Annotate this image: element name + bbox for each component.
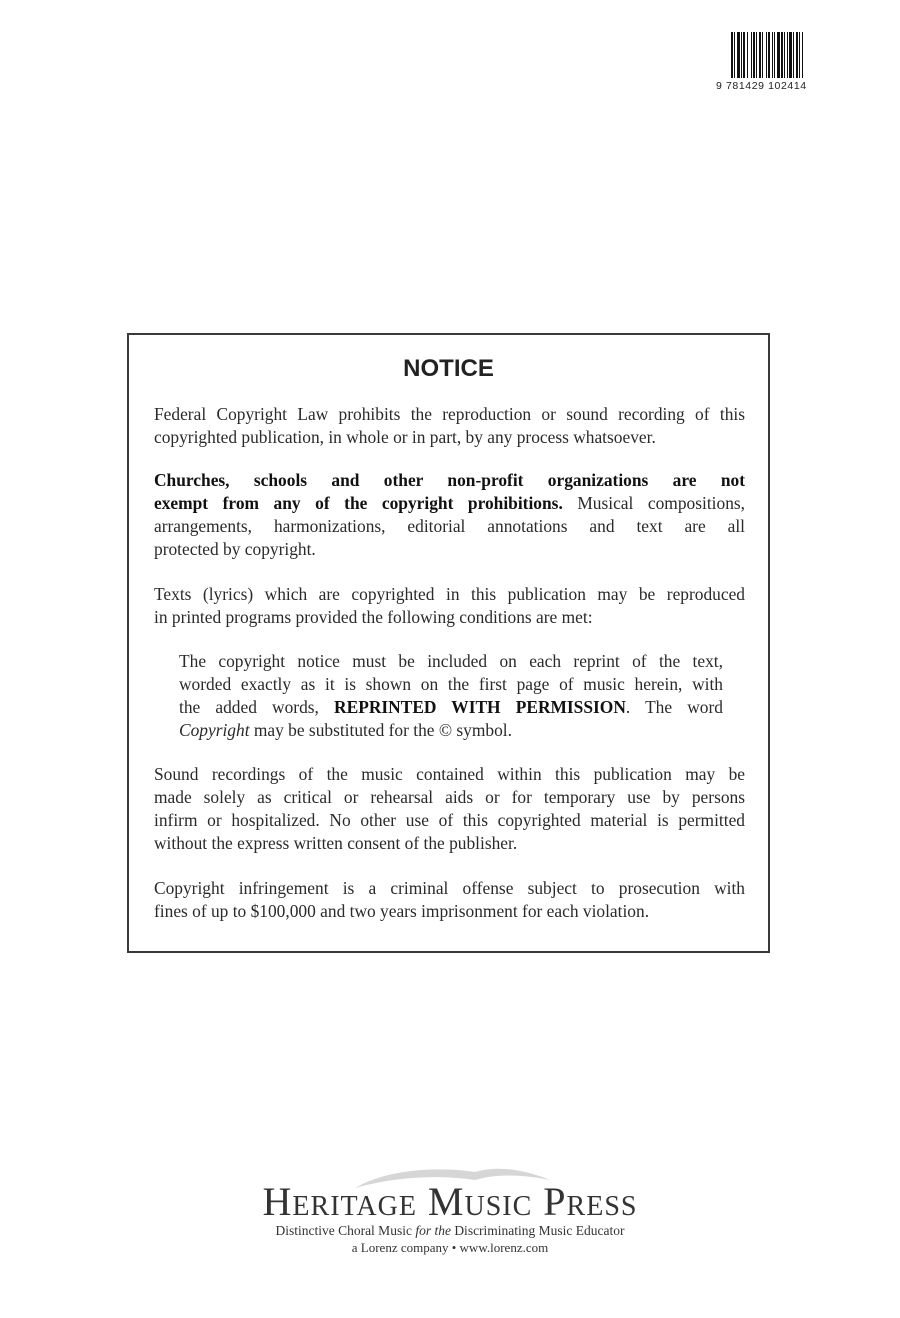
text-line xyxy=(179,719,723,742)
text-line: Texts (lyrics) which are copyrighted in this publication may be reproduced xyxy=(154,584,745,604)
text-line: The copyright notice must be included on each reprint of the text, xyxy=(179,651,723,671)
text-line xyxy=(154,492,745,515)
italic-text: for the xyxy=(415,1223,451,1238)
text-line: Copyright infringement is a criminal offense subject to prosecution with xyxy=(154,878,745,898)
bold-text: exempt from any of the copyright prohibitions. xyxy=(154,493,563,513)
notice-paragraph-federal-law xyxy=(154,403,745,449)
text-run: Distinctive Choral Music xyxy=(275,1223,416,1238)
notice-paragraph-texts xyxy=(154,583,745,629)
publisher-tagline xyxy=(0,1223,900,1239)
text-line: Sound recordings of the music contained within this publication may be xyxy=(154,764,745,784)
text-run: Musical compositions, xyxy=(562,493,745,513)
text-line xyxy=(154,469,745,492)
publisher-company-line: a Lorenz company • www.lorenz.com xyxy=(351,1240,549,1255)
notice-paragraph-conditions xyxy=(179,650,723,742)
publisher-name: Heritage Music Press xyxy=(262,1179,638,1224)
text-line: in printed programs provided the following conditions are met: xyxy=(154,607,593,627)
bold-text: REPRINTED WITH PERMISSION xyxy=(334,697,626,717)
text-line xyxy=(179,696,723,719)
text-run: may be substituted for the © symbol. xyxy=(249,720,512,740)
notice-paragraph-exemptions xyxy=(154,469,745,561)
text-line: copyrighted publication, in whole or in part, by any process whatsoever. xyxy=(154,427,656,447)
notice-box xyxy=(127,333,770,953)
italic-text: Copyright xyxy=(179,720,250,740)
text-line: worded exactly as it is shown on the first page of music herein, with xyxy=(179,674,723,694)
notice-title: NOTICE xyxy=(403,355,494,382)
text-line: without the express written consent of the publisher. xyxy=(154,833,518,853)
bold-text: Churches, schools and other non-profit organizations are not xyxy=(154,470,745,490)
text-run: . The word xyxy=(625,697,723,717)
text-line: protected by copyright. xyxy=(154,539,316,559)
text-run: the added words, xyxy=(179,697,335,717)
text-line: infirm or hospitalized. No other use of this copyrighted material is permitted xyxy=(154,810,745,830)
barcode-digits: 9 781429 102414 xyxy=(716,80,807,92)
text-line: arrangements, harmonizations, editorial annotations and text are all xyxy=(154,516,745,536)
text-line: fines of up to $100,000 and two years imprisonment for each violation. xyxy=(154,901,650,921)
text-line: made solely as critical or rehearsal aids or for temporary use by persons xyxy=(154,787,745,807)
notice-paragraph-recordings xyxy=(154,763,745,855)
notice-paragraph-infringement xyxy=(154,877,745,923)
text-line: Federal Copyright Law prohibits the reproduction or sound recording of this xyxy=(154,404,745,424)
text-run: Discriminating Music Educator xyxy=(450,1223,625,1238)
